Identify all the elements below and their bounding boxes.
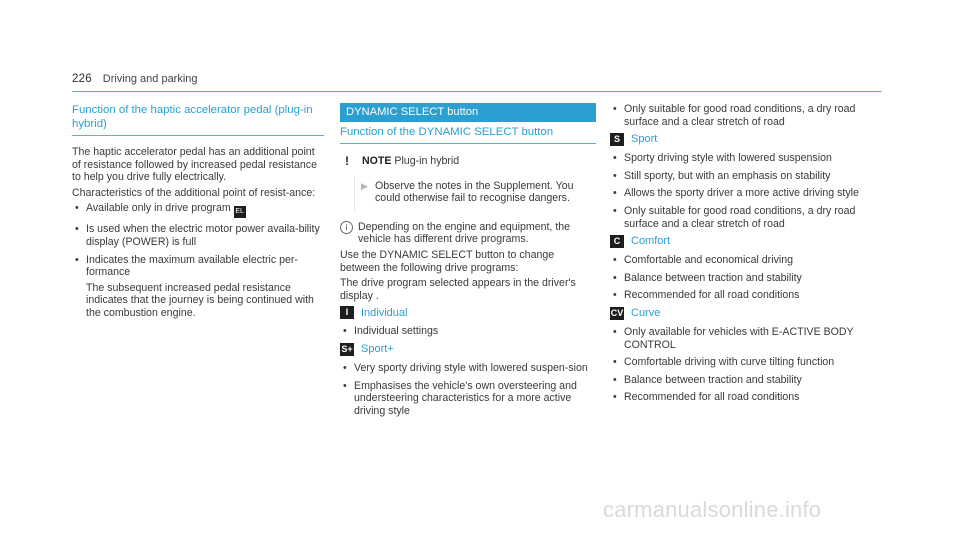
- list-item: • Indicates the maximum available electric per-formance: [72, 254, 324, 279]
- program-name: Sport+: [361, 343, 394, 356]
- list-item: • Recommended for all road conditions: [610, 289, 872, 302]
- program-name: Sport: [631, 133, 658, 146]
- bullet-list: [610, 103, 872, 128]
- bullet-list: [340, 362, 596, 417]
- program-heading-sport-plus: [340, 343, 596, 356]
- warning-icon: !: [345, 154, 349, 169]
- info-icon: i: [340, 221, 353, 234]
- bullet-list: [610, 254, 872, 302]
- program-heading-comfort: [610, 235, 872, 248]
- list-item: • Comfortable driving with curve tilting function: [610, 356, 872, 369]
- page-header: [72, 73, 882, 86]
- section-heading: Function of the haptic accelerator pedal (plug-in hybrid): [72, 104, 313, 130]
- arrow-right-icon: ▶: [361, 180, 368, 191]
- list-item: • Recommended for all road conditions: [610, 391, 872, 404]
- list-item: • Still sporty, but with an emphasis on stability: [610, 170, 872, 183]
- program-heading-individual: [340, 306, 596, 319]
- comfort-icon: C: [610, 235, 624, 248]
- list-item: • Allows the sporty driver a more active driving style: [610, 187, 872, 200]
- list-item: • Balance between traction and stability: [610, 272, 872, 285]
- list-item: • Very sporty driving style with lowered suspen-sion: [340, 362, 596, 375]
- individual-icon: I: [340, 306, 354, 319]
- heading-rule: [340, 143, 596, 144]
- section-heading: Function of the DYNAMIC SELECT button: [340, 125, 554, 138]
- program-name: Curve: [631, 307, 661, 320]
- page-number: 226: [72, 73, 92, 85]
- list-item: • Sporty driving style with lowered suspension: [610, 152, 872, 165]
- bullet-list: [340, 325, 596, 338]
- list-item: • Only suitable for good road conditions, a dry road surface and a clear stretch of road: [610, 103, 872, 128]
- list-item: • Only available for vehicles with E-ACTIVE BODY CONTROL: [610, 326, 872, 351]
- list-item: • Only suitable for good road conditions, a dry road surface and a clear stretch of road: [610, 205, 872, 230]
- curve-icon: CV: [610, 307, 624, 318]
- bullet-list: [610, 326, 872, 404]
- paragraph: Use the DYNAMIC SELECT button to change between the following drive programs:: [340, 248, 555, 274]
- paragraph: Characteristics of the additional point of resist-ance:: [72, 186, 316, 199]
- program-heading-curve: [610, 307, 872, 320]
- column-haptic-pedal: [72, 103, 324, 323]
- bullet-list: [610, 152, 872, 230]
- section-bar: DYNAMIC SELECT button: [340, 103, 596, 122]
- paragraph: The haptic accelerator pedal has an additional point of resistance followed by increased pedal resistance to help you drive fully electrically.: [72, 146, 317, 184]
- note-box: [340, 154, 596, 211]
- list-item: • Is used when the electric motor power availa-bility display (POWER) is full: [72, 223, 324, 248]
- indented-paragraph: The subsequent increased pedal resistance indicates that the journey is being continued with the combustion engine.: [86, 281, 314, 319]
- column-dynamic-select: [340, 103, 596, 422]
- program-heading-sport: [610, 133, 872, 146]
- heading-rule: [72, 135, 324, 136]
- note-body: ▶ Observe the notes in the Supplement. You could otherwise fail to recognise dangers.: [354, 176, 596, 211]
- watermark: carmanualsonline.info: [603, 497, 822, 522]
- list-item: • Comfortable and economical driving: [610, 254, 872, 267]
- sport-plus-icon: S+: [341, 343, 353, 354]
- column-drive-programs: [610, 103, 872, 409]
- el-program-icon: EL: [234, 206, 246, 218]
- section-title: Driving and parking: [102, 73, 198, 85]
- list-item: • Individual settings: [340, 325, 596, 338]
- program-name: Comfort: [631, 235, 671, 248]
- list-item: • Balance between traction and stability: [610, 374, 872, 387]
- list-item: • Available only in drive program EL: [72, 202, 324, 218]
- list-item: • Emphasises the vehicle's own oversteering and understeering characteristics for a more active driving style: [340, 380, 596, 418]
- header-rule: [72, 91, 882, 92]
- bullet-list: [72, 202, 324, 278]
- note-title: NOTE Plug-in hybrid: [362, 155, 460, 168]
- info-note: i Depending on the engine and equipment, the vehicle has different drive programs.: [340, 221, 596, 246]
- paragraph: The drive program selected appears in the driver's display .: [340, 277, 576, 302]
- program-name: Individual: [361, 306, 408, 319]
- sport-icon: S: [610, 133, 624, 146]
